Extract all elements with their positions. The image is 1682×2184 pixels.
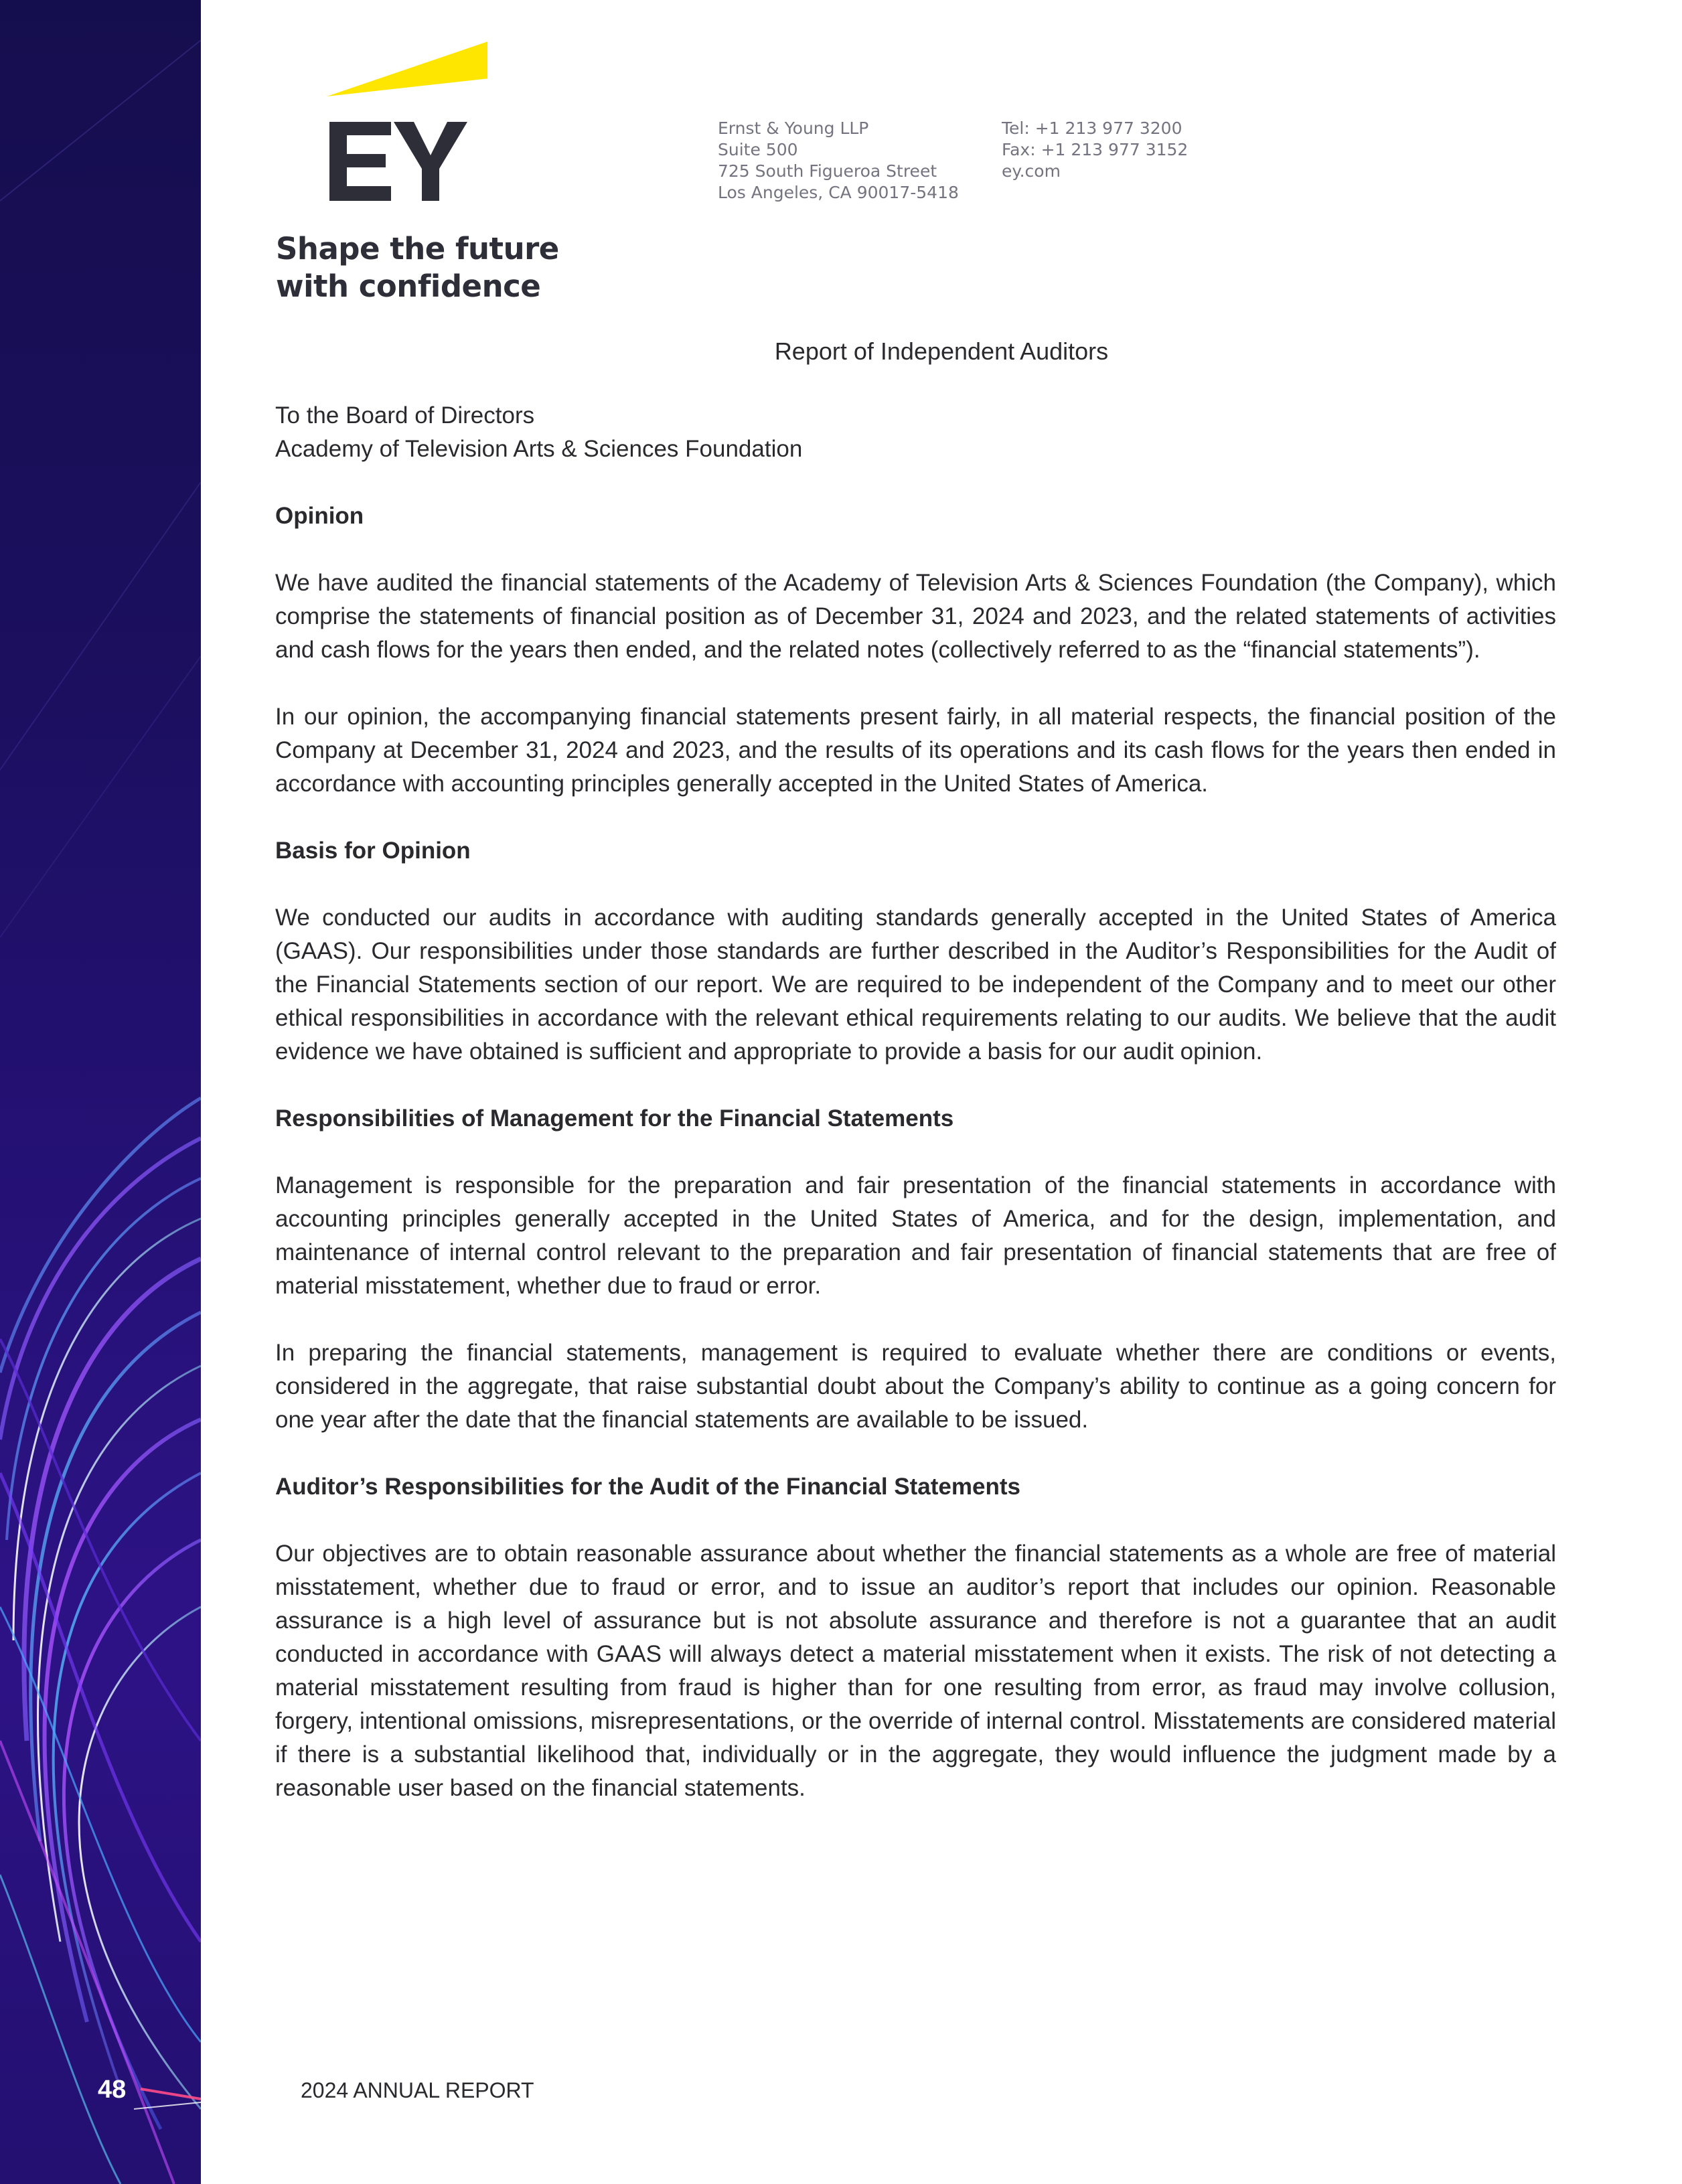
basis-paragraph-1: We conducted our audits in accordance with auditing standards generally accepted in the United States of America (GAAS). Our responsibilities under those standards are further described in the Auditor’s Responsibilities for the Audit of the Financial Statements section of our report. We are required to be independent of the Company and to meet our other ethical responsibilities in accordance with the relevant ethical requirements relating to our audits. We believe that the audit evidence we have obtained is sufficient and appropriate to provide a basis for our audit opinion. [275, 905, 1556, 1065]
tagline-line-2: with confidence [276, 268, 541, 304]
opinion-paragraph-1: We have audited the financial statements of the Academy of Television Arts & Sciences Foundation (the Company), which comprise the statements of financial position as of December 31, 2024 and 2023, and the related statements of activities and cash flows for the years then ended, and the related notes (collectively referred to as the “financial statements”). [275, 570, 1556, 663]
opinion-paragraph-2: In our opinion, the accompanying financial statements present fairly, in all material respects, the financial position of the Company at December 31, 2024 and 2023, and the results of its operations and its cash flows for the years then ended in accordance with accounting principles generally accepted in the United States of America. [275, 704, 1556, 797]
addressee-line-1: To the Board of Directors [275, 402, 535, 428]
management-paragraph-2: In preparing the financial statements, management is required to evaluate whether there are conditions or events, considered in the aggregate, that raise substantial doubt about the Company’s ability to continue as a going concern for one year after the date that the financial statements are available to be issued. [275, 1340, 1556, 1433]
firm-city: Los Angeles, CA 90017-5418 [718, 183, 959, 202]
firm-web: ey.com [1002, 161, 1061, 181]
firm-name: Ernst & Young LLP [718, 119, 869, 138]
firm-address [718, 118, 959, 204]
footer-label: 2024 ANNUAL REPORT [301, 2078, 534, 2102]
ey-letter-y [394, 122, 467, 201]
firm-street: 725 South Figueroa Street [718, 161, 937, 181]
report-title: Report of Independent Auditors [774, 337, 1109, 365]
section-heading-opinion: Opinion [275, 503, 364, 529]
section-heading-basis: Basis for Opinion [275, 838, 471, 864]
addressee-line-2: Academy of Television Arts & Sciences Foundation [275, 436, 803, 462]
decorative-side-band [0, 0, 201, 2184]
report-body [275, 399, 1556, 1839]
ey-yellow-beam [327, 39, 487, 96]
addressee [275, 399, 1556, 466]
firm-contact [1002, 118, 1188, 182]
ey-logo-mark [273, 35, 487, 209]
firm-suite: Suite 500 [718, 140, 798, 159]
tagline-line-1: Shape the future [276, 231, 559, 266]
firm-fax: Fax: +1 213 977 3152 [1002, 140, 1189, 159]
page-number: 48 [98, 2076, 127, 2104]
management-paragraph-1: Management is responsible for the preparation and fair presentation of the financial statements in accordance with accounting principles generally accepted in the United States of America, and for the design, implementation, and maintenance of internal control relevant to the preparation and fair presentation of financial statements that are free of material misstatement, whether due to fraud or error. [275, 1172, 1556, 1299]
light-trails-graphic [0, 0, 201, 2184]
firm-tel: Tel: +1 213 977 3200 [1002, 119, 1182, 138]
section-heading-management: Responsibilities of Management for the Financial Statements [275, 1105, 954, 1132]
ey-tagline [276, 230, 559, 305]
section-heading-auditor: Auditor’s Responsibilities for the Audit of the Financial Statements [275, 1474, 1020, 1500]
ey-logo [273, 35, 559, 304]
auditor-paragraph-1: Our objectives are to obtain reasonable assurance about whether the financial statements as a whole are free of material misstatement, whether due to fraud or error, and to issue an auditor’s report that includes our opinion. Reasonable assurance is a high level of assurance but is not absolute assurance and therefore is not a guarantee that an audit conducted in accordance with GAAS will always detect a material misstatement when it exists. The risk of not detecting a material misstatement resulting from fraud is higher than for one resulting from error, as fraud may involve collusion, forgery, intentional omissions, misrepresentations, or the override of internal control. Misstatements are considered material if there is a substantial likelihood that, individually or in the aggregate, they would influence the judgment made by a reasonable user based on the financial statements. [275, 1541, 1556, 1801]
ey-letter-e [329, 122, 391, 201]
